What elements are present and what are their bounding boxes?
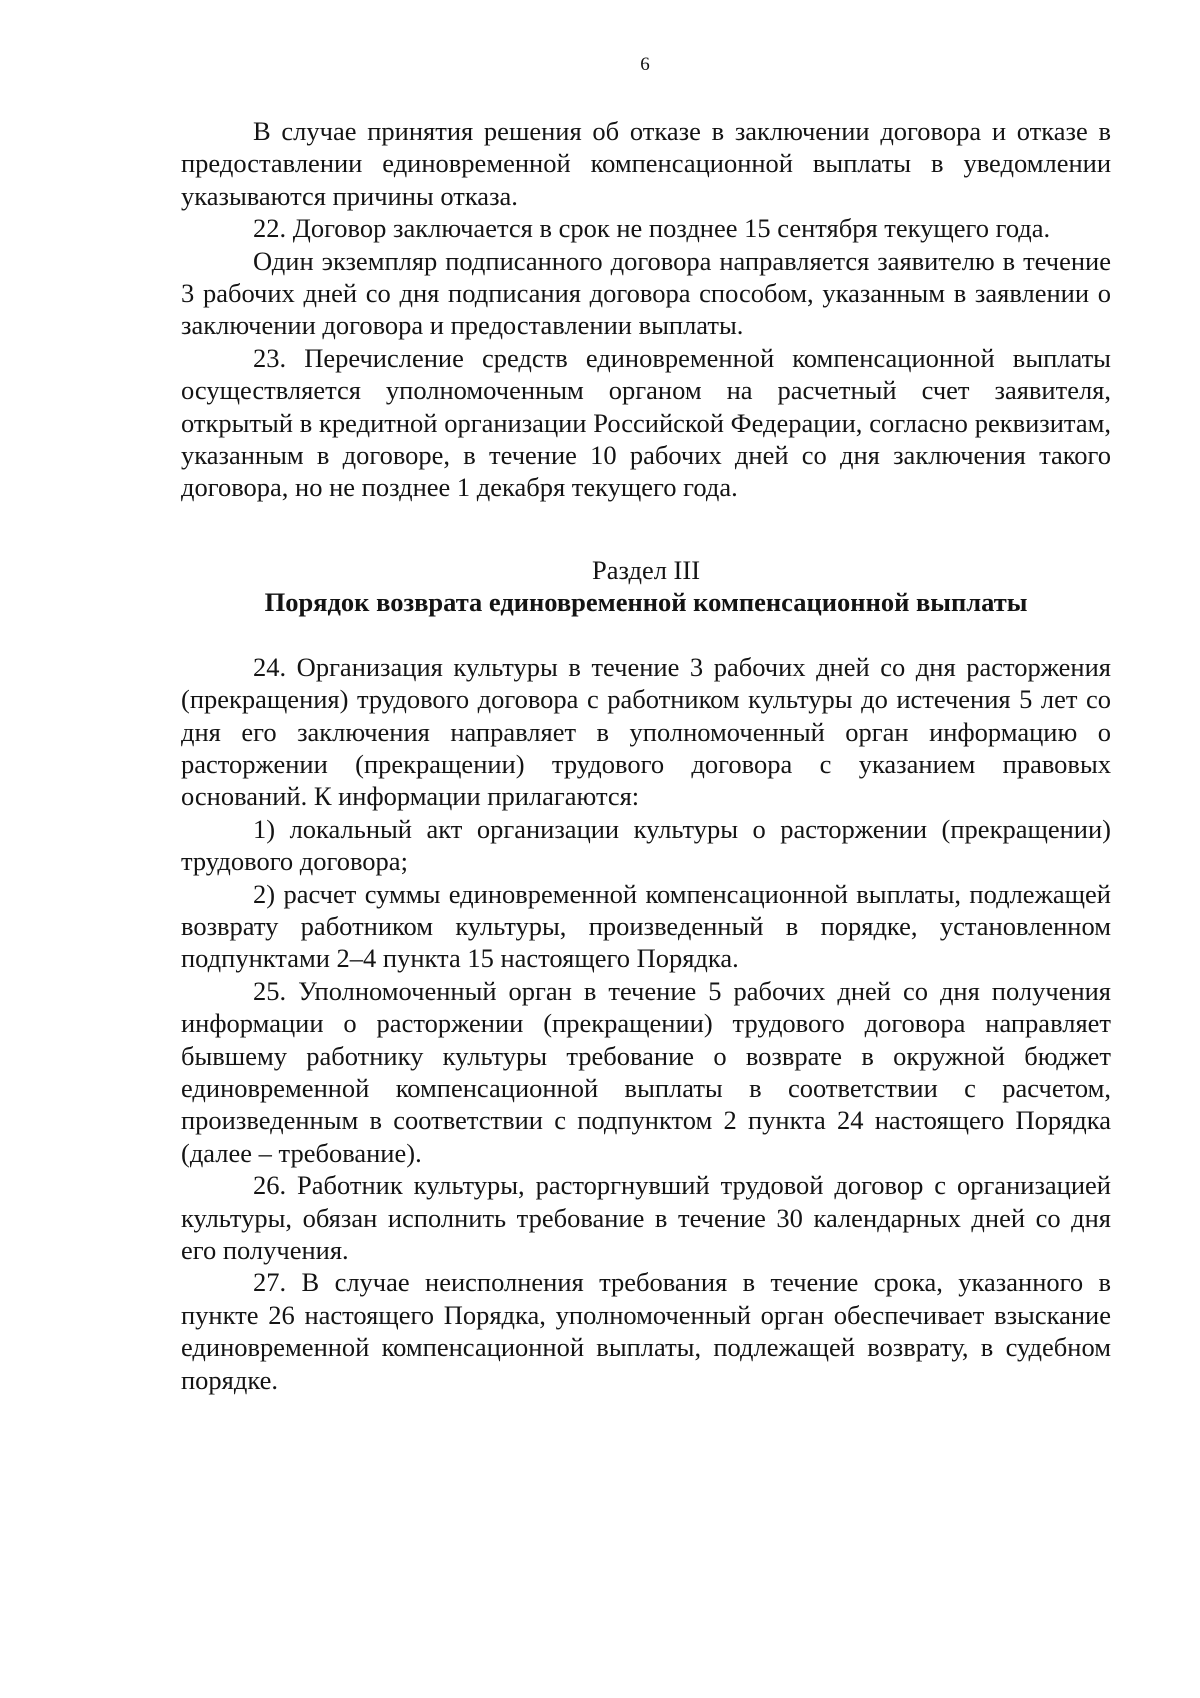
document-body <box>181 115 1111 1396</box>
paragraph-26: 26. Работник культуры, расторгнувший трудовой договор с организацией культуры, обязан исполнить требование в течение 30 календарных дней со дня его получения. <box>181 1170 1111 1265</box>
paragraph-refusal-reasons: В случае принятия решения об отказе в заключении договора и отказе в предоставлении единовременной компенсационной выплаты в уведомлении указываются причины отказа. <box>181 116 1111 211</box>
paragraph-24-item-1: 1) локальный акт организации культуры о расторжении (прекращении) трудового договора; <box>181 813 1111 877</box>
section-title: Порядок возврата единовременной компенсационной выплаты <box>264 587 1028 618</box>
page-number: 6 <box>640 54 650 75</box>
paragraph-27: 27. В случае неисполнения требования в течение срока, указанного в пункте 26 настоящего Порядка, уполномоченный орган обеспечивает взыскание единовременной компенсационной выплаты, подлежащей возврату, в судебном порядке. <box>181 1267 1111 1395</box>
paragraph-23: 23. Перечисление средств единовременной компенсационной выплаты осуществляется уполномоченным органом на расчетный счет заявителя, открытый в кредитной организации Российской Федерации, согласно реквизитам, указанным в договоре, в течение 10 рабочих дней со дня заключения такого договора, но не позднее 1 декабря текущего года. <box>181 342 1111 503</box>
paragraph-25: 25. Уполномоченный орган в течение 5 рабочих дней со дня получения информации о расторжении (прекращении) трудового договора направляет бывшему работнику культуры требование о возврате в окружной бюджет единовременной компенсационной выплаты в соответствии с расчетом, произведенным в соответствии с подпунктом 2 пункта 24 настоящего Порядка (далее – требование). <box>181 975 1111 1168</box>
paragraph-24: 24. Организация культуры в течение 3 рабочих дней со дня расторжения (прекращения) трудового договора с работником культуры до истечения 5 лет со дня его заключения направляет в уполномоченный орган информацию о расторжении (прекращении) трудового договора с указанием правовых оснований. К информации прилагаются: <box>181 651 1111 812</box>
section-number: Раздел III <box>591 554 701 585</box>
paragraph-22: 22. Договор заключается в срок не позднее 15 сентября текущего года. <box>253 213 1051 244</box>
paragraph-24-item-2: 2) расчет суммы единовременной компенсационной выплаты, подлежащей возврату работником культуры, произведенный в порядке, установленном подпунктами 2–4 пункта 15 настоящего Порядка. <box>181 878 1111 974</box>
section-heading <box>181 554 1111 619</box>
paragraph-22-copy: Один экземпляр подписанного договора направляется заявителю в течение 3 рабочих дней со дня подписания договора способом, указанным в заявлении о заключении договора и предоставлении выплаты. <box>181 245 1111 341</box>
